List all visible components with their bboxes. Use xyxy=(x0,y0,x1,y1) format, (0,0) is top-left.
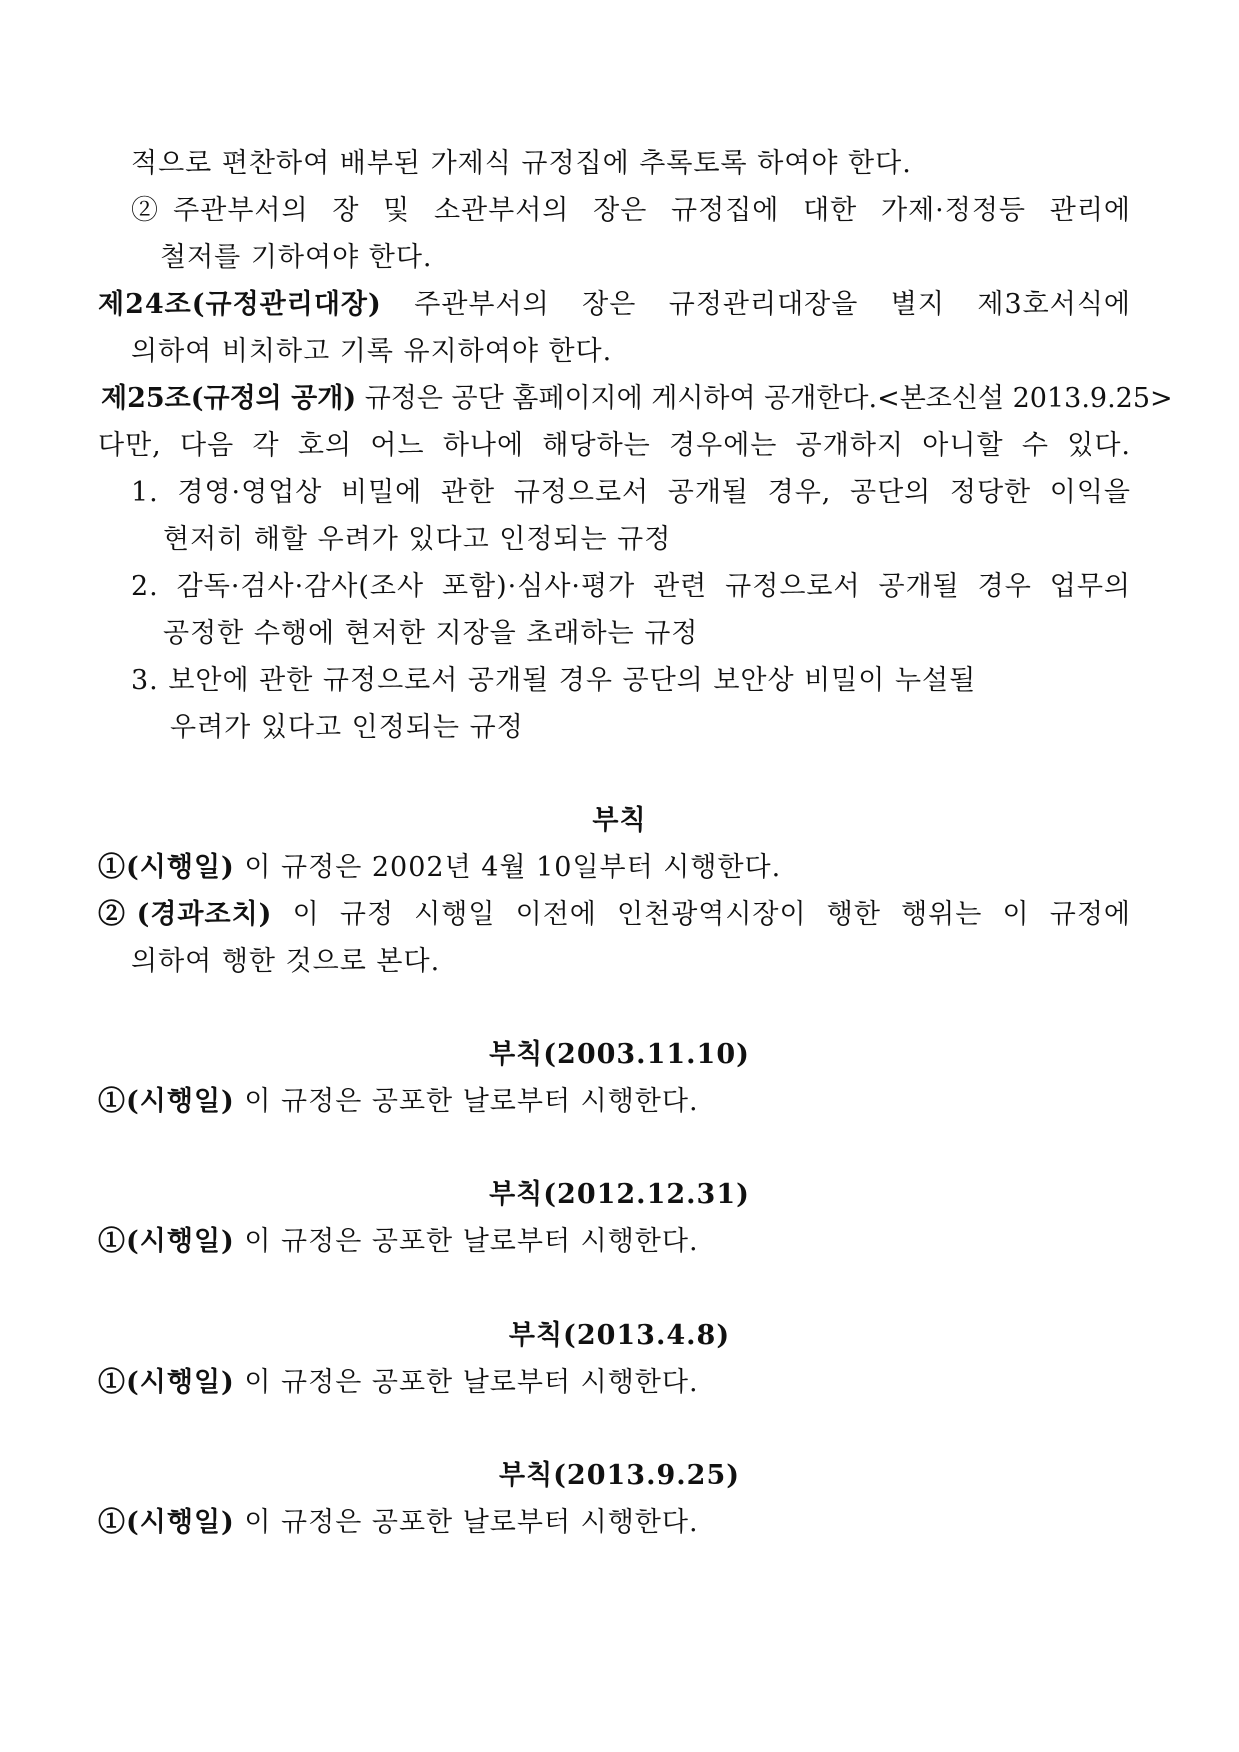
addenda-2013-09-label: ①(시행일) xyxy=(98,1507,235,1538)
addenda-2013-09-text: 이 규정은 공포한 날로부터 시행한다. xyxy=(244,1507,699,1538)
addenda-2012-title: 부칙(2012.12.31) xyxy=(489,1179,750,1210)
addenda-2003-label: ①(시행일) xyxy=(98,1086,235,1117)
addenda-2013-04-title: 부칙(2013.4.8) xyxy=(508,1320,731,1351)
addenda-2013-04-p1 xyxy=(98,1365,699,1401)
article25-text: 규정은 공단 홈페이지에 게시하여 공개한다.<본조신설 2013.9.25> xyxy=(364,383,1173,414)
addenda-main-p2-label: ②(경과조치) xyxy=(98,899,273,930)
article25-item2-line1: 2. 감독·검사·감사(조사 포함)·심사·평가 관련 규정으로서 공개될 경우 업무의 xyxy=(131,571,1131,602)
article24-line1 xyxy=(98,287,1131,323)
article23-para2-line1: ②주관부서의 장 및 소관부서의 장은 규정집에 대한 가제·정정등 관리에 xyxy=(131,195,1131,226)
article25-item3-line2: 우려가 있다고 인정되는 규정 xyxy=(170,712,524,743)
addenda-2013-04-label: ①(시행일) xyxy=(98,1367,235,1398)
addenda-2003-p1 xyxy=(98,1084,699,1120)
addenda-2013-09-title: 부칙(2013.9.25) xyxy=(498,1460,741,1491)
addenda-2012-p1 xyxy=(98,1224,699,1260)
article25-item1-line2: 현저히 해할 우려가 있다고 인정되는 규정 xyxy=(163,524,672,555)
addenda-main-p1 xyxy=(98,850,781,886)
article25-item1-line1: 1. 경영·영업상 비밀에 관한 규정으로서 공개될 경우, 공단의 정당한 이익을 xyxy=(131,477,1131,508)
article24-line2: 의하여 비치하고 기록 유지하여야 한다. xyxy=(131,336,613,367)
article24-heading: 제24조(규정관리대장) xyxy=(98,289,382,320)
article25-line2: 다만, 다음 각 호의 어느 하나에 해당하는 경우에는 공개하지 아니할 수 있다. xyxy=(98,430,1131,461)
article25-heading: 제25조(규정의 공개) xyxy=(101,383,357,414)
article23-line: 적으로 편찬하여 배부된 가제식 규정집에 추록토록 하여야 한다. xyxy=(131,148,912,179)
addenda-2012-label: ①(시행일) xyxy=(98,1226,235,1257)
addenda-2013-09-p1 xyxy=(98,1505,699,1541)
addenda-main-p2-text: 이 규정 시행일 이전에 인천광역시장이 행한 행위는 이 규정에 xyxy=(292,899,1131,930)
addenda-2012-text: 이 규정은 공포한 날로부터 시행한다. xyxy=(244,1226,699,1257)
addenda-2003-text: 이 규정은 공포한 날로부터 시행한다. xyxy=(244,1086,699,1117)
addenda-main-p1-label: ①(시행일) xyxy=(98,852,235,883)
article25-line1 xyxy=(101,381,1173,417)
addenda-main-p1-text: 이 규정은 2002년 4월 10일부터 시행한다. xyxy=(244,852,782,883)
addenda-2003-title: 부칙(2003.11.10) xyxy=(489,1039,750,1070)
article25-item3-line1: 3. 보안에 관한 규정으로서 공개될 경우 공단의 보안상 비밀이 누설될 xyxy=(131,665,977,696)
article23-para2-line2: 철저를 기하여야 한다. xyxy=(160,242,433,273)
article24-text: 주관부서의 장은 규정관리대장을 별지 제3호서식에 xyxy=(414,289,1131,320)
addenda-main-p2-line2: 의하여 행한 것으로 본다. xyxy=(131,946,441,977)
addenda-main-p2 xyxy=(98,897,1131,933)
addenda-main-title: 부칙 xyxy=(592,805,647,836)
article25-item2-line2: 공정한 수행에 현저한 지장을 초래하는 규정 xyxy=(163,618,699,649)
addenda-2013-04-text: 이 규정은 공포한 날로부터 시행한다. xyxy=(244,1367,699,1398)
